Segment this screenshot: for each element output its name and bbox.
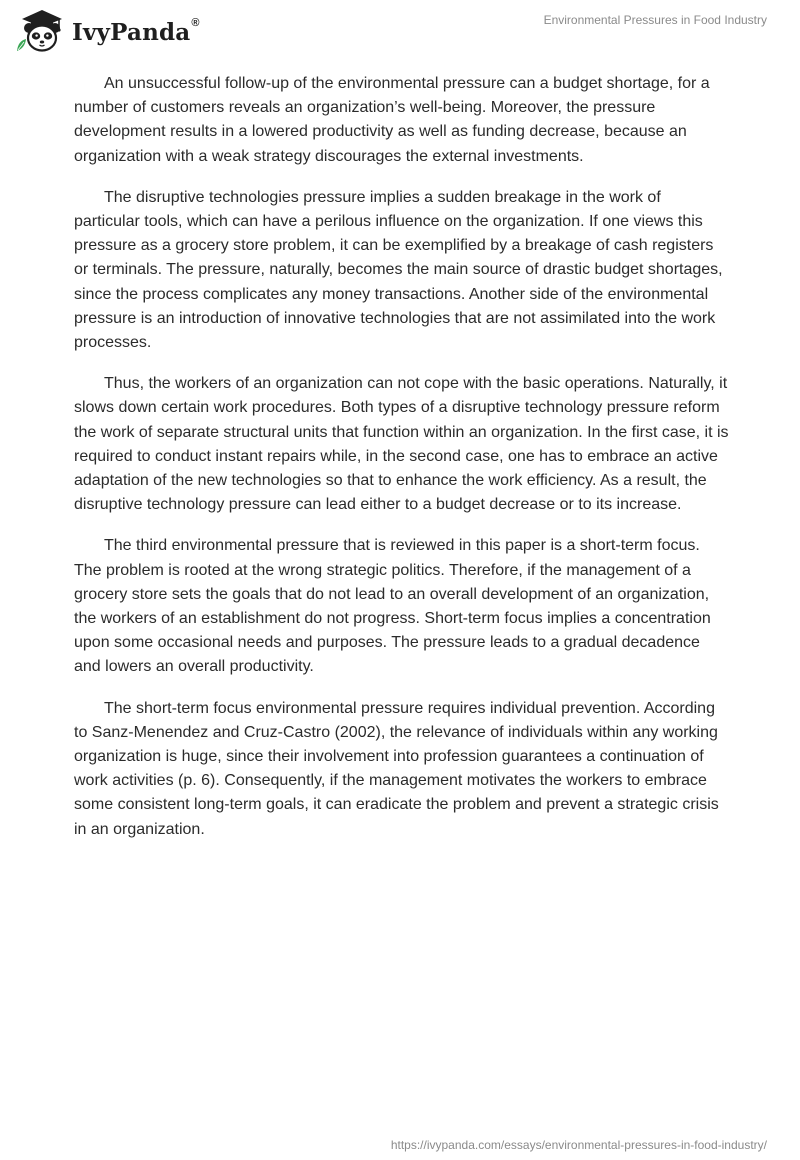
paragraph: An unsuccessful follow-up of the environmental pressure can a budget shortage, for a number of customers reveals an organization’s well-being. Moreover, the pressure development results in a lowered productivity as well as funding decrease, because an organization with a weak strategy discourages the external investments. — [74, 75, 710, 165]
logo-text: IvyPanda — [72, 18, 191, 46]
paragraph: The disruptive technologies pressure implies a sudden breakage in the work of particular tools, which can have a perilous influence on the organization. If one views this pressure as a grocery store problem, it can be exemplified by a breakage of cash registers or terminals. The pressure, naturally, becomes the main source of drastic budget shortages, since the process complicates any money transactions. Another side of the environmental pressure is an introduction of innovative technologies that are not assimilated into the work processes. — [74, 188, 723, 352]
panda-graduate-icon — [14, 7, 66, 55]
paragraph: Thus, the workers of an organization can not cope with the basic operations. Naturally, it slows down certain work procedures. Both types of a disruptive technology pressure reform the work of separate structural units that function within an organization. In the first case, it is required to conduct instant repairs while, in the second case, one has to embrace an active adaptation of the new technologies so that to enhance the work efficiency. As a result, the disruptive technology pressure can lead either to a budget decrease or to its increase. — [74, 375, 729, 514]
ivypanda-logo[interactable] — [14, 7, 200, 55]
logo-wordmark — [72, 16, 200, 46]
registered-mark: ® — [191, 16, 200, 29]
essay-body — [74, 72, 729, 859]
document-title: Environmental Pressures in Food Industry — [543, 13, 767, 27]
paragraph: The short-term focus environmental pressure requires individual prevention. According to Sanz-Menendez and Cruz-Castro (2002), the relevance of individuals within any working organization is huge, since their involvement into profession guarantees a continuation of work activities (p. 6). Consequently, if the management motivates the workers to embrace some consistent long-term goals, it can eradicate the problem and prevent a strategic crisis in an organization. — [74, 699, 719, 838]
source-url[interactable]: https://ivypanda.com/essays/environmental-pressures-in-food-industry/ — [390, 1138, 767, 1152]
page-header — [0, 0, 800, 60]
paragraph: The third environmental pressure that is reviewed in this paper is a short-term focus. The problem is rooted at the wrong strategic politics. Therefore, if the management of a grocery store sets the goals that do not lead to an overall development of an organization, the workers of an establishment do not progress. Short-term focus implies a concentration upon some occasional needs and purposes. The pressure leads to a gradual decadence and lowers an overall productivity. — [74, 537, 711, 676]
